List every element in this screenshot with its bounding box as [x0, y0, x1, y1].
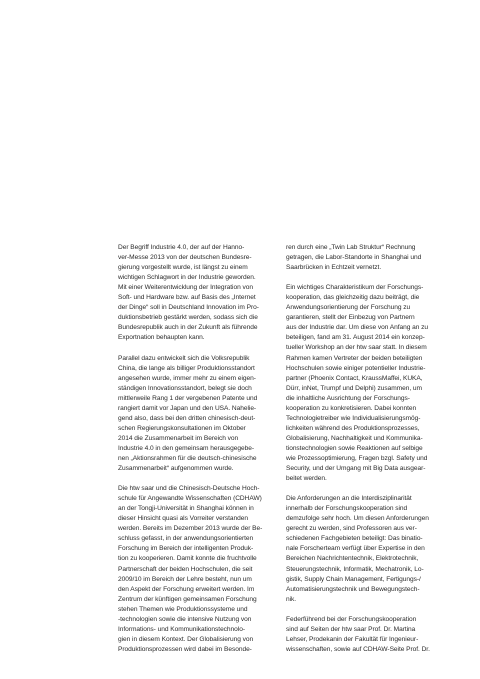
text-line: gierung vorgestellt wurde, ist längst zu einem [118, 264, 248, 272]
text-line: lichkeiten während des Produktionsprozesses, [286, 424, 420, 432]
text-line: die inhaltliche Ausrichtung der Forschungs- [286, 394, 410, 402]
text-line: Globalisierung, Nachhaltigkeit und Kommunika- [286, 434, 423, 442]
text-line: angesehen wurde, immer mehr zu einem eigen- [118, 374, 256, 382]
text-line: ständigen Innovationsstandort, belegt sie doch [118, 384, 252, 392]
text-line: innerhalb der Forschungskooperation sind [286, 505, 408, 513]
paragraph [118, 484, 282, 655]
text-line: Ein wichtiges Charakteristikum der Forschungs- [286, 284, 424, 292]
text-line: garantieren, stellt der Einbezug von Partnern [286, 314, 415, 322]
text-line: Saarbrücken in Echtzeit vernetzt. [286, 264, 382, 272]
text-line: ver-Messe 2013 von der deutschen Bundesre- [118, 254, 252, 262]
text-line: nen „Aktionsrahmen für die deutsch-chinesische [118, 454, 257, 462]
text-line: Bereichen Nachrichtentechnik, Elektrotechnik, [286, 555, 419, 563]
text-line: Technologietreiber wie Individualisierungsmög- [286, 414, 421, 422]
text-line: Industrie 4.0 in den gemeinsam herausgegebe- [118, 444, 254, 452]
text-line: Lehser, Prodekanin der Fakultät für Ingenieur- [286, 635, 419, 643]
text-line: schule für Angewandte Wissenschaften (CDHAW) [118, 495, 262, 503]
text-line: Mit einer Weiterentwicklung der Integration von [118, 284, 253, 292]
text-line: an der Tongji-Universität in Shanghai können in [118, 505, 254, 513]
paragraph [118, 243, 282, 343]
paragraph [286, 243, 450, 273]
text-line: nik. [286, 595, 297, 603]
text-line: Forschung im Bereich der intelligenten Produk- [118, 545, 254, 553]
text-column-left [118, 243, 282, 665]
text-line: duktionsbetrieb gestärkt werden, sodass sich die [118, 314, 258, 322]
text-line: -technologien sowie die intensive Nutzung von [118, 615, 252, 623]
text-line: gistik, Supply Chain Management, Fertigungs-/ [286, 575, 421, 583]
paragraph [118, 354, 282, 475]
text-line: aus der Industrie dar. Um diese von Anfang an zu [286, 324, 429, 332]
text-line: gerecht zu werden, sind Professoren aus ver- [286, 525, 417, 533]
text-line: beitet werden. [286, 475, 327, 483]
text-line: partner (Phoenix Contact, KraussMaffei, KUKA, [286, 374, 423, 382]
text-line: werden. Bereits im Dezember 2013 wurde der Be- [118, 525, 263, 533]
text-line: Partnerschaft der beiden Hochschulen, die seit [118, 565, 253, 573]
text-line: der Dinge“ soll in Deutschland Innovation im Pro- [118, 304, 259, 312]
text-line: Informations- und Kommunikationstechnolo- [118, 625, 245, 633]
paragraph [286, 615, 450, 655]
text-line: Die Anforderungen an die Interdisziplinarität [286, 495, 412, 503]
text-line: Exportnation behaupten kann. [118, 334, 205, 342]
text-line: wie Prozessoptimierung, Fragen bzgl. Safety und [286, 454, 428, 462]
text-line: beteiligen, fand am 31. August 2014 ein konzep- [286, 334, 425, 342]
text-line: mittlerweile Rang 1 der vergebenen Patente und [118, 394, 258, 402]
text-line: demzufolge sehr hoch. Um diesen Anforderungen [286, 515, 429, 523]
text-line: 2014 die Zusammenarbeit im Bereich von [118, 434, 239, 442]
text-line: den Aspekt der Forschung erweitert werden. Im [118, 585, 255, 593]
text-line: Federführend bei der Forschungskooperation [286, 615, 417, 623]
text-line: dieser Hinsicht quasi als Vorreiter verstanden [118, 515, 249, 523]
text-line: wichtigen Schlagwort in der Industrie geworden. [118, 274, 256, 282]
text-line: Die htw saar und die Chinesisch-Deutsche Hoch- [118, 485, 260, 493]
text-line: 2009/10 im Bereich der Lehre besteht, nun um [118, 575, 252, 583]
text-line: nale Forscherteam verfügt über Expertise in den [286, 545, 425, 553]
text-line: rangiert damit vor Japan und den USA. Nahelie- [118, 404, 257, 412]
text-column-right [286, 243, 450, 665]
text-line: tionstechnologien sowie Reaktionen auf selbige [286, 444, 423, 452]
text-line: Anwendungsorientierung der Forschung zu [286, 304, 411, 312]
text-line: Bundesrepublik auch in der Zukunft als führende [118, 324, 258, 332]
text-line: ren durch eine „Twin Lab Struktur“ Rechnung [286, 244, 416, 251]
text-line: kooperation zu konkretisieren. Dabei konnten [286, 404, 417, 412]
text-line: Parallel dazu entwickelt sich die Volksrepublik [118, 354, 250, 362]
text-line: Dürr, inNet, Trumpf und Delphi) zusammen, um [286, 384, 422, 392]
text-line: Security, und der Umgang mit Big Data ausgear- [286, 465, 426, 473]
text-line: Automatisierungstechnik und Bewegungstech- [286, 585, 420, 593]
text-line: Hochschulen sowie einiger potentieller Industrie- [286, 364, 426, 372]
text-line: tion zu kooperieren. Damit konnte die fruchtvolle [118, 555, 257, 563]
text-line: tueller Workshop an der htw saar statt. In diesem [286, 344, 427, 352]
paragraph [286, 283, 450, 484]
text-line: wissenschaften, sowie auf CDHAW-Seite Prof. Dr. [286, 645, 430, 653]
text-line: kooperation, das gleichzeitig dazu beiträgt, die [286, 294, 420, 302]
text-line: schen Regierungskonsultationen im Oktober [118, 424, 246, 432]
text-line: Rahmen kamen Vertreter der beiden beteiligten [286, 354, 423, 362]
text-line: gien in diesem Kontext. Der Globalisierung von [118, 635, 254, 643]
text-line: Steuerungstechnik, Informatik, Mechatronik, Lo- [286, 565, 424, 573]
paragraph [286, 494, 450, 605]
text-line: getragen, die Labor-Standorte in Shanghai und [286, 254, 422, 262]
text-line: Soft- und Hardware bzw. auf Basis des „Internet [118, 294, 256, 302]
text-line: schluss gefasst, in der anwendungsorientierten [118, 535, 254, 543]
text-line: Zentrum der künftigen gemeinsamen Forschung [118, 595, 257, 603]
text-line: Der Begriff Industrie 4.0, der auf der Hanno- [118, 244, 245, 251]
text-line: schiedenen Fachgebieten beteiligt: Das binatio- [286, 535, 423, 543]
text-line: gend also, dass bei den dritten chinesisch-deut- [118, 414, 256, 422]
text-line: Zusammenarbeit“ aufgenommen wurde. [118, 465, 234, 473]
text-line: sind auf Seiten der htw saar Prof. Dr. Martina [286, 625, 416, 633]
text-line: stehen Themen wie Produktionssysteme und [118, 605, 248, 613]
text-line: Produktionsprozessen wird dabei im Besonde- [118, 645, 252, 653]
text-line: China, die lange als billiger Produktionsstandort [118, 364, 255, 372]
